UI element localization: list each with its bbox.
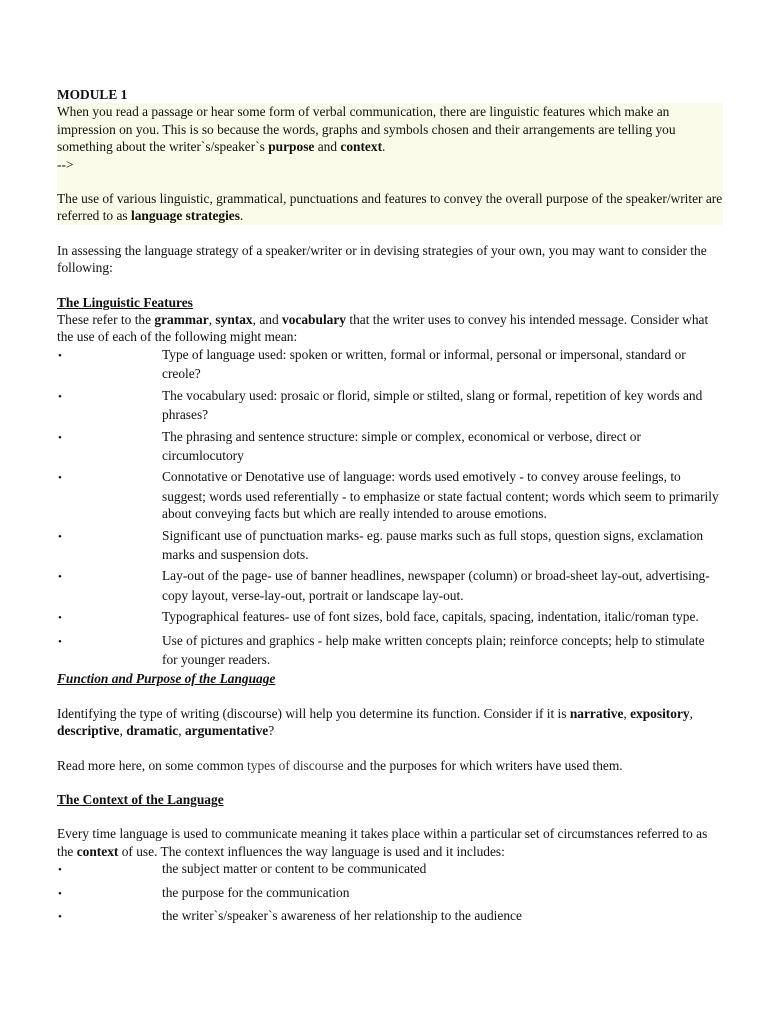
list-item — [57, 884, 723, 903]
linguistic-intro-b: that the writer uses to convey his intended message. Consider what the use of each of the following might mean: — [57, 312, 709, 345]
bold-syntax: syntax — [215, 312, 253, 328]
read-more-text-b: and the purposes for which writers have used them. — [343, 757, 623, 773]
function-sep-2: , — [689, 705, 693, 721]
list-item-text: the writer`s/speaker`s awareness of her relationship to the audience — [162, 908, 522, 924]
read-more-text-a: Read more here, on some common — [57, 757, 248, 773]
context-list — [57, 860, 723, 926]
read-more-paragraph — [57, 757, 723, 774]
list-item — [57, 860, 723, 879]
function-end: ? — [268, 723, 275, 739]
intro-and: and — [314, 139, 341, 155]
list-item-text: Lay-out of the page- use of banner headlines, newspaper (column) or broad-sheet lay-out, advertising-copy layout, verse-lay-out, portrait or landscape lay-out. — [162, 568, 710, 603]
function-heading: Function and Purpose of the Language — [57, 671, 276, 687]
bullet-icon — [57, 608, 162, 627]
context-text-a: Every time language is used to communicate meaning it takes place within a particular set of circumstances referred to as the — [57, 826, 708, 859]
list-item-text: Connotative or Denotative use of language: words used emotively - to convey arouse feelings, to suggest; words used referentially - to emphasize or state factual content; words which seem to primarily about conveying facts but which are really intended to arouse emotions. — [162, 469, 719, 522]
context-heading: The Context of the Language — [57, 792, 224, 807]
context-paragraph — [57, 825, 723, 860]
list-item — [57, 387, 723, 424]
bullet-icon — [57, 527, 162, 546]
strategies-bold: language strategies — [130, 208, 240, 224]
assessing-paragraph: In assessing the language strategy of a speaker/writer or in devising strategies of your own, you may want to consider the following: — [57, 242, 707, 276]
list-item-text: Significant use of punctuation marks- eg. pause marks such as full stops, question signs, exclamation marks and suspension dots. — [162, 527, 704, 562]
list-item-text: the purpose for the communication — [162, 884, 350, 900]
document-body — [57, 86, 723, 930]
intro-text: When you read a passage or hear some form of verbal communication, there are linguistic features which make an impression on you. This is so because the words, graphs and symbols chosen and their arrangements are telling you something about the writer`s/speaker`s — [57, 104, 676, 155]
strategies-paragraph — [57, 190, 723, 225]
list-item-text: the subject matter or content to be communicated — [162, 861, 427, 877]
linguistic-heading: The Linguistic Features — [57, 294, 193, 310]
linguistic-feature-list — [57, 346, 723, 669]
bullet-icon — [57, 346, 162, 365]
intro-bold-context: context — [340, 139, 383, 155]
intro-arrow: --> — [57, 156, 74, 172]
bold-argumentative: argumentative — [184, 723, 269, 739]
intro-end: . — [382, 139, 386, 155]
bold-expository: expository — [630, 705, 690, 721]
bullet-icon — [57, 884, 162, 903]
bullet-icon — [57, 632, 162, 651]
linguistic-comma-and: , and — [252, 312, 283, 328]
bullet-icon — [57, 860, 162, 879]
bullet-icon — [57, 387, 162, 406]
bold-vocabulary: vocabulary — [282, 312, 346, 328]
bullet-icon — [57, 468, 162, 487]
bold-narrative: narrative — [569, 705, 624, 721]
list-item — [57, 428, 723, 465]
linguistic-intro — [57, 311, 723, 346]
strategies-text: The use of various linguistic, grammatical, punctuations and features to convey the overall purpose of the speaker/writer are referred to as — [57, 191, 723, 224]
intro-bold-purpose: purpose — [268, 139, 315, 155]
bold-descriptive: descriptive — [57, 723, 120, 739]
bullet-icon — [57, 907, 162, 926]
list-item — [57, 632, 723, 669]
bold-dramatic: dramatic — [126, 723, 179, 739]
strategies-block — [57, 173, 723, 225]
linguistic-intro-a: These refer to the — [57, 312, 155, 328]
context-text-b: of use. The context influences the way language is used and it includes: — [118, 843, 505, 859]
list-item-text: The phrasing and sentence structure: simple or complex, economical or verbose, direct or circumlocutory — [162, 428, 641, 463]
function-sep-3: , — [119, 723, 127, 739]
intro-block — [57, 103, 723, 173]
list-item — [57, 567, 723, 604]
list-item — [57, 608, 723, 627]
function-sep-1: , — [623, 705, 631, 721]
list-item-text: Use of pictures and graphics - help make written concepts plain; reinforce concepts; help to stimulate for younger readers. — [162, 632, 705, 667]
module-title: MODULE 1 — [57, 87, 128, 102]
list-item-text: The vocabulary used: prosaic or florid, simple or stilted, slang or formal, repetition of key words and phrases? — [162, 387, 703, 423]
list-item-text: Type of language used: spoken or written, formal or informal, personal or impersonal, standard or creole? — [162, 346, 686, 382]
list-item — [57, 527, 723, 564]
list-item — [57, 468, 723, 522]
strategies-end: . — [239, 208, 244, 224]
bold-grammar: grammar — [154, 312, 209, 328]
function-sep-4: , — [178, 723, 185, 739]
bullet-icon — [57, 428, 162, 447]
types-of-discourse-link[interactable]: types of discourse — [247, 757, 344, 773]
function-text: Identifying the type of writing (discourse) will help you determine its function. Consider if it is — [57, 705, 570, 721]
list-item-text: Typographical features- use of font sizes, bold face, capitals, spacing, indentation, italic/roman type. — [162, 609, 699, 625]
list-item — [57, 346, 723, 383]
function-paragraph — [57, 705, 723, 740]
list-item — [57, 907, 723, 926]
bullet-icon — [57, 567, 162, 586]
linguistic-comma-1: , — [208, 312, 216, 328]
intro-paragraph — [57, 103, 723, 155]
bold-context: context — [76, 843, 119, 859]
